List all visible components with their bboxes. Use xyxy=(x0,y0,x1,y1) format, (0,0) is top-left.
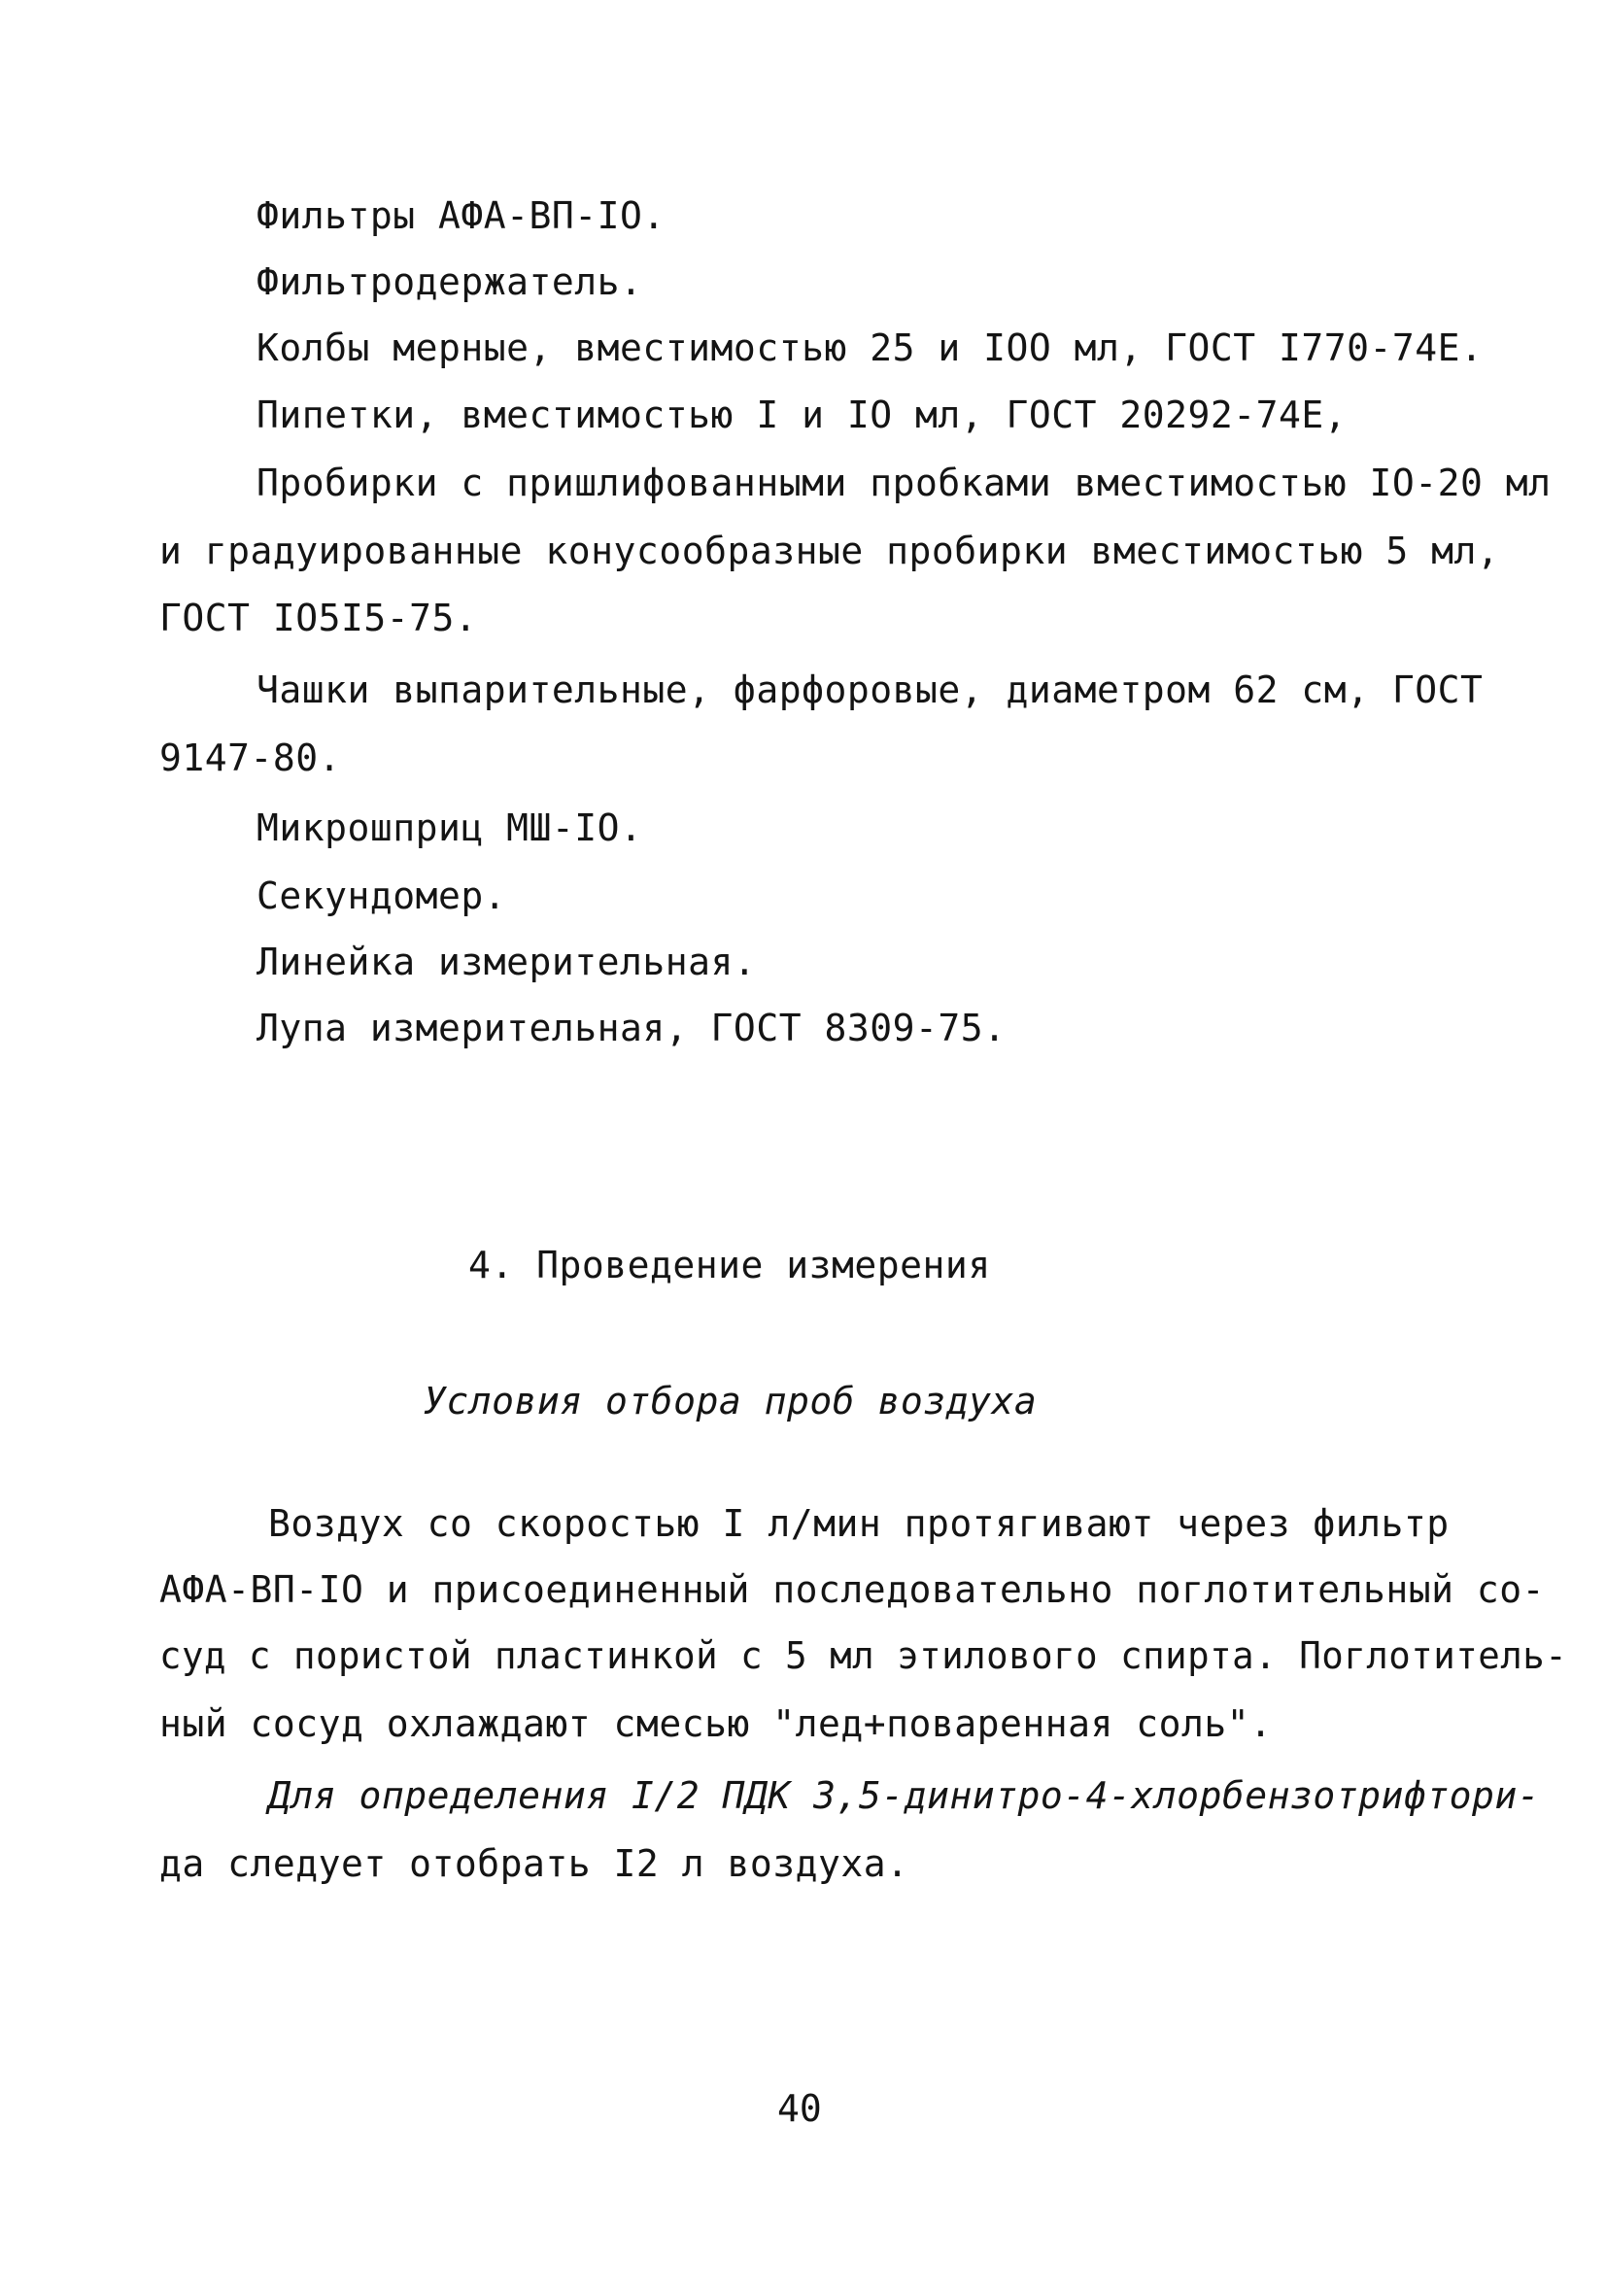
paragraph2-line1: Для определения I/2 ПДК 3,5-динитро-4-хлорбензотрифтори- xyxy=(268,1774,1541,1817)
equipment-line-pipettes: Пипетки, вместимостью I и IO мл, ГОСТ 20292-74Е, xyxy=(256,394,1348,436)
page-number: 40 xyxy=(777,2087,822,2130)
paragraph2-line2: да следует отобрать I2 л воздуха. xyxy=(159,1842,909,1885)
equipment-line-dishes: Чашки выпарительные, фарфоровые, диаметром 62 см, ГОСТ xyxy=(256,668,1484,711)
section-heading: 4. Проведение измерения xyxy=(468,1244,991,1286)
equipment-line-test-tubes-cont: и градуированные конусообразные пробирки вместимостью 5 мл, xyxy=(159,530,1500,572)
equipment-line-filters: Фильтры АФА-ВП-IO. xyxy=(256,194,666,237)
paragraph1-line2: АФА-ВП-IO и присоединенный последовательно поглотительный со- xyxy=(159,1568,1546,1611)
section-subheading: Условия отбора проб воздуха xyxy=(424,1380,1038,1422)
equipment-line-microsyringe: Микрошприц МШ-IO. xyxy=(256,806,643,849)
paragraph1-line4: ный сосуд охлаждают смесью "лед+поваренная соль". xyxy=(159,1702,1273,1745)
paragraph1-line1: Воздух со скоростью I л/мин протягивают через фильтр xyxy=(268,1502,1450,1545)
equipment-line-flasks: Колбы мерные, вместимостью 25 и IOO мл, ГОСТ I770-74Е. xyxy=(256,326,1484,369)
equipment-line-filter-holder: Фильтродержатель. xyxy=(256,260,643,303)
equipment-line-ruler: Линейка измерительная. xyxy=(256,941,757,983)
paragraph1-line3: суд с пористой пластинкой с 5 мл этилового спирта. Поглотитель- xyxy=(159,1634,1568,1677)
equipment-line-dishes-gost: 9147-80. xyxy=(159,737,342,779)
equipment-line-test-tubes-gost: ГОСТ IO5I5-75. xyxy=(159,597,478,639)
equipment-line-stopwatch: Секундомер. xyxy=(256,874,507,917)
equipment-line-magnifier: Лупа измерительная, ГОСТ 8309-75. xyxy=(256,1007,1007,1049)
equipment-line-test-tubes: Пробирки с пришлифованными пробками вместимостью IO-20 мл xyxy=(256,462,1552,504)
